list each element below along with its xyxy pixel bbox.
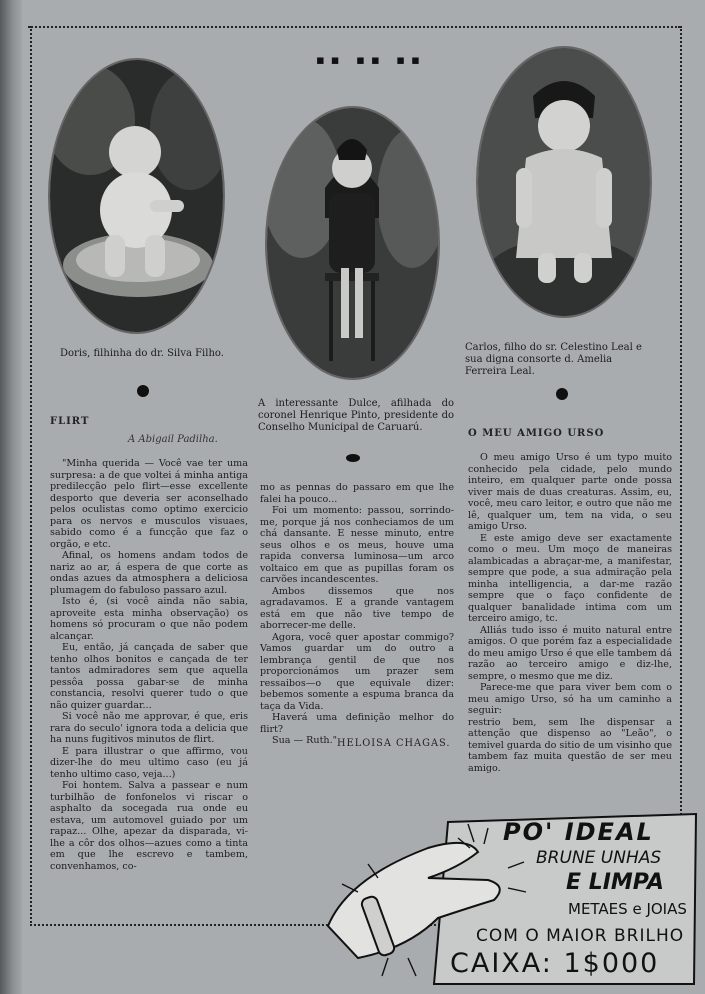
bullet-ornament-center (346, 454, 360, 462)
paragraph: Sua — Ruth." (272, 735, 338, 746)
bullet-ornament-left (137, 385, 149, 397)
photo-carlos (478, 48, 650, 316)
dotted-border-left (30, 26, 32, 926)
paragraph: O meu amigo Urso é um typo muito conhecido pela cidade, pelo mundo inteiro, em qualquer parte onde possa viver mais de duas creaturas. Assim, eu, você, meu caro leitor, e outro que não me lê, qualquer um, tem na vida, o seu amigo Urso. (468, 452, 672, 532)
ad-price: CAIXA: 1$000 (450, 948, 660, 979)
paragraph: Afinal, os homens andam todos de nariz ao ar, á espera de que corte as ondas azues da atmosphera a deliciosa plumagem do fabuloso passaro azul. (50, 550, 248, 596)
paragraph: restrio bem, sem lhe dispensar a attenção que dispenso ao "Leão", o temivel guarda do sitio de um visinho que tambem faz muita questão de ser meu amigo. (468, 716, 673, 774)
dotted-border-right (680, 26, 682, 926)
paragraph: Foi um momento: passou, sorrindo-me, porque já nos conheciamos de um chá dansante. E nesse minuto, entre seus olhos e os meus, houve uma rapida conversa luminosa—um arco voltaico em que as pupillas foram os carvões incandescentes. (260, 505, 454, 585)
paragraph: Si você não me approvar, é que, eris rara do seculo' ignora toda a delicia que ha nuns fugitivos minutos de flirt. (50, 711, 248, 745)
ad-line-brune: BRUNE UNHAS (536, 848, 662, 868)
ad-line-limpa: E LIMPA (566, 870, 664, 895)
article-column-2 (260, 482, 454, 747)
article-title-urso: O MEU AMIGO URSO (468, 428, 605, 439)
paragraph: Foi hontem. Salva a passear e num turbilhão de fonfonelos vi riscar o asphalto da socegada rua onde eu estava, um automovel guiado por um rapaz... Olhe, apezar da disparada, vi-lhe a côr dos olhos—azues como a tinta em que lhe escrevo e tambem, convenhamos, co- (50, 780, 248, 872)
paragraph: Ambos dissemos que nos agradavamos. E a grande vantagem está em que não tive tempo de aborrecer-me delle. (260, 585, 454, 631)
ad-brand: PO' IDEAL (503, 818, 654, 846)
ad-line-brilho: COM O MAIOR BRILHO (476, 926, 685, 946)
binding-spine (0, 0, 22, 994)
author-signature: HELOISA CHAGAS. (337, 738, 451, 749)
caption-carlos: Carlos, filho do sr. Celestino Leal e sua digna consorte d. Amelia Ferreira Leal. (465, 342, 642, 377)
paragraph: Alliás tudo isso é muito natural entre amigos. O que porém faz a especialidade do meu amigo Urso é que elle tambem dá razão ao terceiro amigo e diz-lhe, sempre, o mesmo que me diz. (468, 624, 672, 682)
paragraph: Agora, você quer apostar commigo? Vamos guardar um do outro a lembrança gentil de que nos proporcionámos um prazer sem ressaibos—o que equivale dizer: bebemos somente a espuma branca da taça da Vida. (260, 631, 454, 712)
photo-doris (50, 60, 223, 332)
caption-doris: Doris, filhinha do dr. Silva Filho. (60, 348, 224, 359)
header-ornament: ▪▪ ▪▪ ▪▪ (316, 53, 426, 68)
ad-line-metaes: METAES e JOIAS (568, 900, 687, 918)
article-column-1 (50, 458, 248, 872)
paragraph: E este amigo deve ser exactamente como o meu. Um moço de maneiras alambicadas a abraçar-me, a manifestar, sempre que pode, a sua admiração pela minha intelligencia, a dar-me razão sempre que o faço confidente de qualquer banalidade intima com um terceiro amigo, tc. (468, 532, 672, 624)
paragraph: mo as pennas do passaro em que lhe falei ha pouco... (260, 482, 454, 505)
paragraph: E para illustrar o que affirmo, vou dizer-lhe do meu ultimo caso (eu já tenho ultimo caso, veja...) (50, 745, 248, 780)
photo-dulce (267, 108, 438, 378)
dotted-border-top (28, 26, 680, 28)
paragraph: Isto é, (si você ainda não sabia, aproveite esta minha observação) os homens só procuram o que não podem alcançar. (50, 596, 248, 642)
paragraph: Eu, então, já cançada de saber que tenho olhos bonitos e cançada de ter tantos admiradores sem que aquella pessôa possa gabar-se de minha constancia, resolvi querer tudo o que não quizer guardar... (50, 642, 248, 711)
article-title-flirt: FLIRT (50, 416, 90, 427)
bullet-ornament-right (556, 388, 568, 400)
advertisement-po-ideal (298, 808, 700, 990)
paragraph: Parece-me que para viver bem com o meu amigo Urso, só ha um caminho a seguir: (468, 682, 672, 716)
article-column-3 (468, 452, 672, 774)
article-byline-flirt: A Abigail Padilha. (128, 434, 218, 445)
paragraph: "Minha querida — Você vae ter uma surpresa: a de que voltei á minha antiga predilecção pelo flirt—esse excellente desporto que deveria ser aconselhado pelos oculistas como optimo exercicio para os nervos e musculos visuaes, sabido como é a funcção que faz o orgão, e etc. (50, 458, 248, 550)
caption-dulce: A interessante Dulce, afilhada do coronel Henrique Pinto, presidente do Conselho Municipal de Caruarú. (258, 398, 454, 433)
paragraph: Haverá uma definição melhor do flirt? (260, 712, 454, 735)
